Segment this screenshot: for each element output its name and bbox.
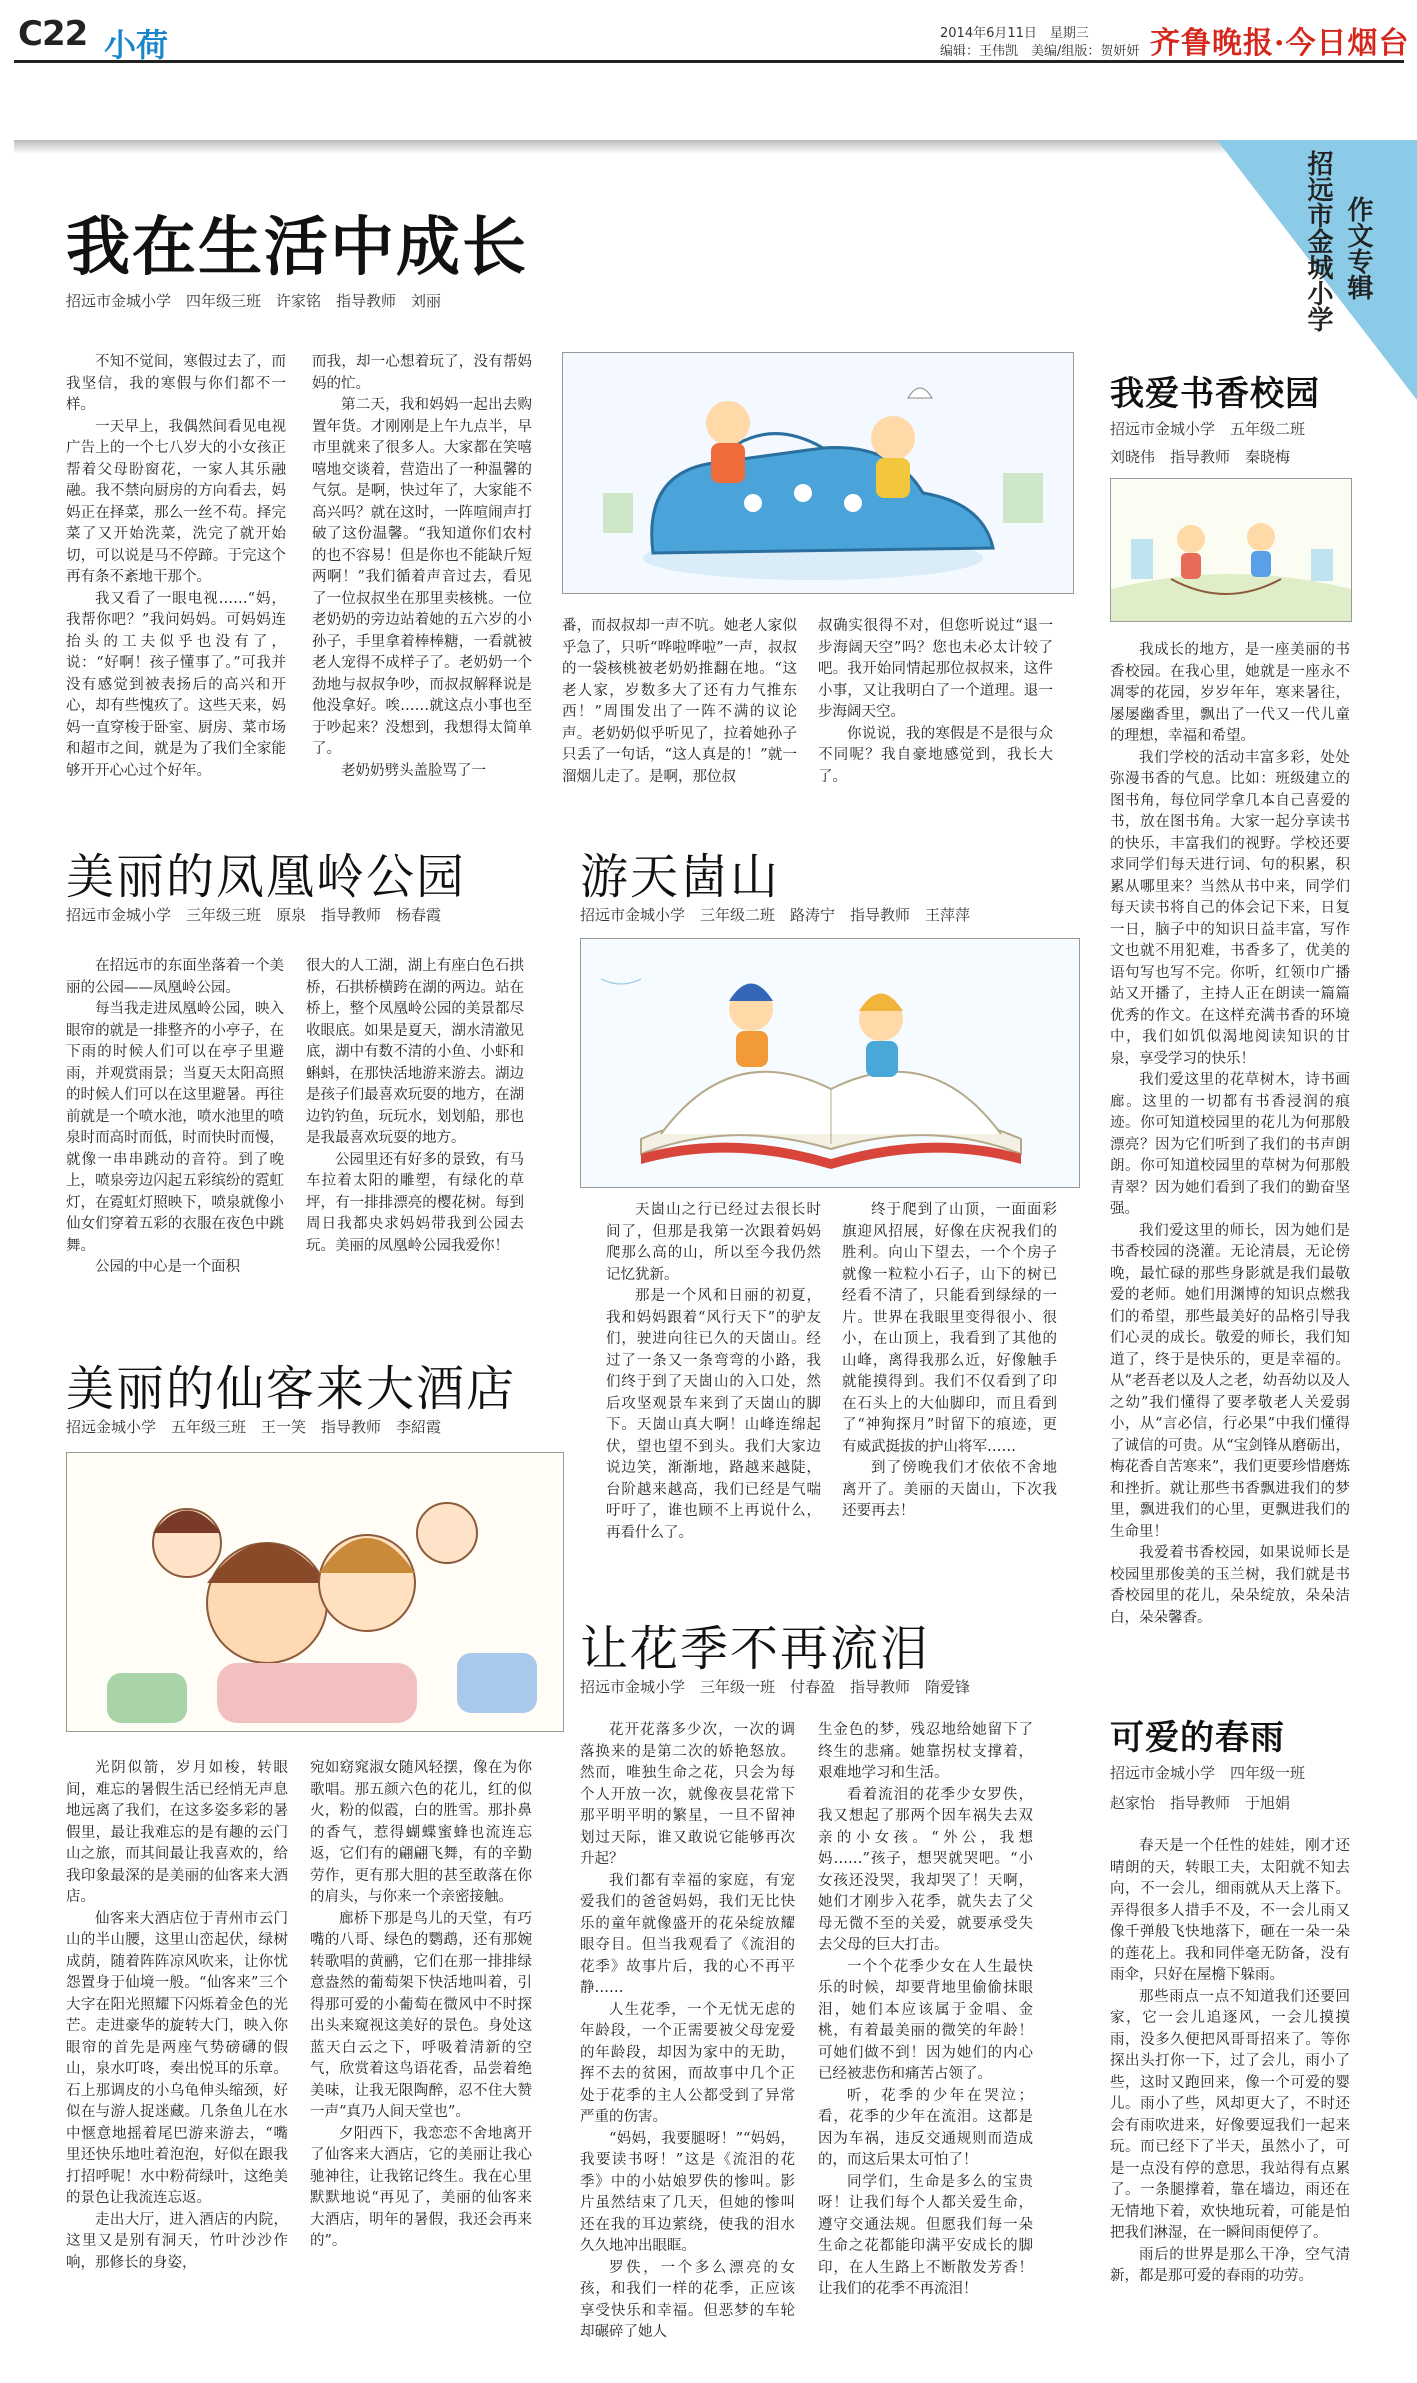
illustration-playground	[1110, 478, 1352, 622]
paragraph: 宛如窈窕淑女随风轻摆，像在为你歌唱。那五颜六色的花儿，红的似火，粉的似霞，白的胜雪。那扑鼻的香气，惹得蝴蝶蜜蜂也流连忘返，它们有的翩翩飞舞，有的辛勤劳作，更有那大胆的甚至敢落在你的肩头，与你来一个亲密接触。	[310, 1760, 532, 1905]
paragraph: 夕阳西下，我恋恋不舍地离开了仙客来大酒店，它的美丽让我心驰神往，让我铭记终生。我在心里默默地说“再见了，美丽的仙客来大酒店，明年的暑假，我还会再来的”。	[310, 2125, 532, 2249]
paragraph: 我们爱这里的师长，因为她们是书香校园的浇灌。无论清晨，无论傍晚，最忙碌的那些身影就是我们最敬爱的老师。她们用渊博的知识点燃我们的希望，那些最美好的品格引导我们心灵的成长。敬爱的师长，我们知道了，终于是快乐的，更是幸福的。从“老吾老以及人之老，幼吾幼以及人之幼”我们懂得了要孝敬老人关爱弱小，从“言必信，行必果”中我们懂得了诚信的可贵。从“宝剑锋从磨砺出，梅花香自苦寒来”，我们更要珍惜磨炼和挫折。就让那些书香飘进我们的梦里，飘进我们的心里，更飘进我们的生命里！	[1110, 1222, 1350, 1540]
illustration-family	[66, 1452, 564, 1732]
article-byline-book-campus-school: 招远市金城小学 五年级二班	[1110, 420, 1306, 438]
paragraph: 我们都有幸福的家庭，有宠爱我们的爸爸妈妈，我们无比快乐的童年就像盛开的花朵绽放耀眼夺目。但当我观看了《流泪的花季》故事片后，我的心不再平静……	[580, 1872, 795, 1996]
paragraph: 那是一个风和日丽的初夏，我和妈妈跟着“风行天下”的驴友们，驶进向往已久的天崮山。经过了一条又一条弯弯的小路，我们终于到了天崮山的入口处，然后攻坚观景车来到了天崮山的脚下。天崮山真大啊！山峰连绵起伏，望也望不到头。我们大家边说边笑，渐渐地，路越来越陡，台阶越来越高，我们已经是气喘吁吁了，谁也顾不上再说什么，再看什么了。	[606, 1288, 821, 1541]
section-name: 小荷	[104, 26, 169, 64]
paragraph: 廊桥下那是鸟儿的天堂，有巧嘴的八哥、绿色的鹦鹉，还有那婉转歌唱的黄鹂，它们在那一排排绿意盎然的葡萄架下快活地叫着，引得那可爱的小葡萄在微风中不时探出头来窥视这美好的景色。身处这蓝天白云之下，呼吸着清新的空气，欣赏着这鸟语花香，品尝着绝美味，让我无限陶醉，忍不住大赞一声“真乃人间天堂也”。	[310, 1910, 532, 2120]
paragraph: 一个个花季少女在人生最快乐的时候，却要背地里偷偷抹眼泪，她们本应该属于金唱、金桃，有着最美丽的微笑的年龄！可她们做不到！因为她们的内心已经被悲伤和痛苦占领了。	[818, 1958, 1033, 2082]
paragraph: 仙客来大酒店位于青州市云门山的半山腰，这里山峦起伏，绿树成荫，随着阵阵凉风吹来，让你忧怨置身于仙境一般。“仙客来”三个大字在阳光照耀下闪烁着金色的光芒。走进豪华的旋转大门，映入你眼帘的首先是两座气势磅礴的假山，泉水叮咚，奏出悦耳的乐章。石上那调皮的小乌龟伸头缩颈，好似在与游人捉迷藏。几条鱼儿在水中惬意地摇着尾巴游来游去，“嘴里还快乐地吐着泡泡，好似在跟我打招呼呢！水中粉荷绿叶，这绝美的景色让我流连忘返。	[66, 1910, 288, 2206]
corner-school: 招远市金城小学	[1303, 150, 1333, 332]
paragraph: 一天早上，我偶然间看见电视广告上的一个七八岁大的小女孩正帮着父母盼窗花，一家人其乐融融。我不禁向厨房的方向看去，妈妈正在择菜，那么一丝不苟。择完菜了又开始洗菜，洗完了就开始切，可以说是马不停蹄。于完这个再有条不紊地干那个。	[66, 418, 286, 585]
paragraph: 走出大厅，进入酒店的内院，这里又是别有洞天，竹叶沙沙作响，那修长的身姿，	[66, 2211, 288, 2271]
article-title-hotel: 美丽的仙客来大酒店	[66, 1361, 517, 1417]
paragraph: 同学们，生命是多么的宝贵呀！让我们每个人都关爱生命，遵守交通法规。但愿我们每一朵生命之花都能印满平安成长的脚印，在人生路上不断散发芳香！让我们的花季不再流泪！	[818, 2173, 1033, 2297]
article-body-hotel-col2	[310, 1758, 532, 2368]
flying-book-icon	[581, 939, 1079, 1187]
paragraph: “妈妈，我要腿呀！”“妈妈，我要读书呀！”这是《流泪的花季》中的小姑娘罗佚的惨叫。影片虽然结束了几天，但她的惨叫还在我的耳边萦绕，使我的泪水久久地冲出眼眶。	[580, 2130, 795, 2254]
article-body-growth-col3	[562, 616, 797, 806]
article-byline-hotel: 招远金城小学 五年级三班 王一笑 指导教师 李紹霞	[66, 1418, 442, 1436]
article-byline-tiangu: 招远市金城小学 三年级二班 路涛宁 指导教师 王萍萍	[580, 906, 971, 924]
paragraph: 我们学校的活动丰富多彩，处处弥漫书香的气息。比如：班级建立的图书角，每位同学拿几本自己喜爱的书，放在图书角。大家一起分享读书的快乐，丰富我们的视野。学校还要求同学们每天进行词、句的积累，积累从哪里来？当然从书中来，同学们每天读书将自己的体会记下来，日复一日，脑子中的知识日益丰富，写作文也就不用犯难，书香多了，优美的语句写也写不完。你听，红领巾广播站又开播了，主持人正在朗读一篇篇优秀的作文。在这样充满书香的环境中，我们如饥似渴地阅读知识的甘泉，享受学习的快乐！	[1110, 749, 1350, 1067]
article-title-spring-rain: 可爱的春雨	[1110, 1718, 1285, 1758]
playground-icon	[1111, 479, 1351, 621]
paragraph: 番，而叔叔却一声不吭。她老人家似乎急了，只听“哗啦哗啦”一声，叔叔的一袋核桃被老奶奶推翻在地。“这老人家，岁数多大了还有力气推东西！”周围发出了一阵不满的议论声。老奶奶似乎听见了，拉着她孙子只丢了一句话，“这人真是的！”就一溜烟儿走了。是啊，那位叔	[562, 618, 797, 785]
article-body-book-campus	[1110, 640, 1350, 1625]
paragraph: 我成长的地方，是一座美丽的书香校园。在我心里，她就是一座永不凋零的花园，岁岁年年，寒来暑往，屡屡幽香里，飘出了一代又一代儿童的理想，幸福和希望。	[1110, 642, 1350, 744]
article-body-growth-col2	[312, 352, 532, 800]
article-title-growth: 我在生活中成长	[66, 211, 528, 285]
newspaper-brand: 齐鲁晚报·今日烟台	[1150, 26, 1410, 61]
paragraph: 生金色的梦，残忍地给她留下了终生的悲痛。她靠拐杖支撑着，艰难地学习和生活。	[818, 1722, 1033, 1781]
paragraph: 我们爱这里的花草树木，诗书画廊。这里的一切都有书香浸润的痕迹。你可知道校园里的花儿为何那般漂亮？因为它们听到了我们的书声朗朗。你可知道校园里的草树为何那般青翠？因为她们看到了我们的勤奋坚强。	[1110, 1072, 1350, 1217]
paragraph: 那些雨点一点不知道我们还要回家，它一会儿追逐风，一会儿摸摸雨，没多久便把风哥哥招来了。等你探出头打你一下，过了会儿，雨小了些，这时又跑回来，像一个可爱的婴儿。雨小了些，风却更大了，不时还会有雨吹进来，好像要逗我们一起来玩。而已经下了半天，虽然小了，可是一点没有停的意思，我站得有点累了。一条腿撑着，靠在墙边，雨还在无情地下着，欢快地玩着，可能是怕把我们淋湿，在一瞬间雨便停了。	[1110, 1988, 1350, 2241]
paragraph: 罗佚，一个多么漂亮的女孩，和我们一样的花季，正应该享受快乐和幸福。但恶梦的车轮却碾碎了她人	[580, 2259, 795, 2340]
paragraph: 人生花季，一个无忧无虑的年龄段，一个正需要被父母宠爱的年龄段，却因为家中的无助，挥不去的贫困，而故事中几个正处于花季的主人公都受到了异常严重的伤害。	[580, 2001, 795, 2125]
article-byline-spring-rain-school: 招远市金城小学 四年级一班	[1110, 1764, 1306, 1782]
article-title-book-campus: 我爱书香校园	[1110, 374, 1320, 414]
paragraph: 花开花落多少次，一次的调落换来的是第二次的娇艳怒放。然而，唯独生命之花，只会为每个人开放一次，就像夜昙花常下那平明平明的繁星，一旦不留神划过天际，谁又敢说它能够再次升起？	[580, 1722, 795, 1867]
paragraph: 每当我走进凤凰岭公园，映入眼帘的就是一排整齐的小亭子，在下雨的时候人们可以在亭子里避雨，并观赏雨景；当夏天太阳高照的时候人们可以在这里避暑。再往前就是一个喷水池，喷水池里的喷泉时而高时而低，时而快时而慢，就像一串串跳动的音符。到了晚上，喷泉旁边闪起五彩缤纷的霓虹灯，在霓虹灯照映下，喷泉就像小仙女们穿着五彩的衣服在夜色中跳舞。	[66, 1001, 284, 1254]
illustration-kids-shoe	[562, 352, 1074, 594]
paragraph: 不知不觉间，寒假过去了，而我坚信，我的寒假与你们都不一样。	[66, 354, 286, 413]
paragraph: 公园里还有好多的景致，有马车拉着太阳的雕塑，有绿化的草坪，有一排排漂亮的樱花树。每到周日我都央求妈妈带我到公园去玩。美丽的凤凰岭公园我爱你！	[306, 1151, 524, 1254]
article-byline-flower-season: 招远市金城小学 三年级一班 付春盈 指导教师 隋爱锋	[580, 1678, 971, 1696]
paragraph: 天崮山之行已经过去很长时间了，但那是我第一次跟着妈妈爬那么高的山，所以至今我仍然记忆犹新。	[606, 1202, 821, 1283]
article-byline-growth: 招远市金城小学 四年级三班 许家铭 指导教师 刘丽	[66, 292, 442, 310]
issue-date: 2014年6月11日 星期三	[940, 26, 1089, 41]
article-body-phoenix-col1	[66, 956, 284, 1406]
paragraph: 很大的人工湖，湖上有座白色石拱桥，石拱桥横跨在湖的两边。站在桥上，整个凤凰岭公园的美景都尽收眼底。如果是夏天，湖水清澈见底，湖中有数不清的小鱼、小虾和蝌蚪，在那快活地游来游去。湖边是孩子们最喜欢玩耍的地方，在湖边钓钓鱼，玩玩水，划划船，那也是我最喜欢玩耍的地方。	[306, 958, 524, 1146]
article-body-phoenix-col2	[306, 956, 524, 1406]
paragraph: 老奶奶劈头盖脸骂了一	[341, 762, 486, 779]
kids-shoe-icon	[563, 353, 1073, 593]
paragraph: 看着流泪的花季少女罗佚，我又想起了那两个因车祸失去双亲的小女孩。“外公，我想妈……”孩子，想哭就哭吧。“小女孩还没哭，我却哭了！天啊，她们才刚步入花季，就失去了父母无微不至的关爱，就要承受失去父母的巨大打击。	[818, 1786, 1033, 1953]
paragraph: 听，花季的少年在哭泣；看，花季的少年在流泪。这都是因为车祸，违反交通规则而造成的，而这后果太可怕了！	[818, 2087, 1033, 2168]
corner-collection: 作文专辑	[1343, 196, 1373, 300]
illustration-book-kids	[580, 938, 1080, 1188]
paragraph: 到了傍晚我们才依依不舍地离开了。美丽的天崮山，下次我还要再去！	[842, 1460, 1057, 1519]
paragraph: 光阴似箭，岁月如梭，转眼间，难忘的暑假生活已经悄无声息地远离了我们，在这多姿多彩的暑假里，最让我难忘的是有趣的云门山之旅，而其间最让我喜欢的，给我印象最深的是美丽的仙客来大酒店。	[66, 1760, 288, 1905]
paragraph: 公园的中心是一个面积	[95, 1259, 240, 1275]
family-icon	[67, 1453, 563, 1731]
article-byline-spring-rain-author: 赵家怡 指导教师 于旭娟	[1110, 1794, 1291, 1812]
article-byline-book-campus-author: 刘晓伟 指导教师 秦晓梅	[1110, 448, 1291, 466]
article-body-flower-col1	[580, 1720, 795, 2370]
shadow-band	[14, 140, 1404, 154]
paragraph: 终于爬到了山顶，一面面彩旗迎风招展，好像在庆祝我们的胜利。向山下望去，一个个房子就像一粒粒小石子，山下的树已经看不清了，只能看到绿绿的一片。世界在我眼里变得很小、很小，在山顶上，我看到了其他的山峰，离得我那么近，好像触手就能摸得到。我们不仅看到了印在石头上的大仙脚印，而且看到了“神狗探月”时留下的痕迹，更有威武挺拔的护山将军……	[842, 1202, 1057, 1455]
paragraph: 我又看了一眼电视……“妈，我帮你吧？”我问妈妈。可妈妈连抬头的工夫似乎也没有了，说：“好啊！孩子懂事了。”可我并没有感觉到被表扬后的高兴和开心，却有些愧疚了。这些天来，妈妈一直穿梭于卧室、厨房、菜市场和超市之间，就是为了我们全家能够开开心心过个好年。	[66, 590, 286, 779]
paragraph: 春天是一个任性的娃娃，刚才还晴朗的天，转眼工夫，太阳就不知去向，不一会儿，细雨就从天上落下。弄得很多人措手不及，不一会儿雨又像千弹般飞快地落下，砸在一朵一朵的莲花上。我和同伴毫无防备，没有雨伞，只好在屋檐下躲雨。	[1110, 1838, 1350, 1983]
paragraph: 雨后的世界是那么干净，空气清新，都是那可爱的春雨的功劳。	[1110, 2246, 1350, 2284]
article-body-spring-rain	[1110, 1836, 1350, 2368]
corner-label	[1217, 140, 1417, 400]
article-body-flower-col2	[818, 1720, 1033, 2370]
article-title-phoenix-park: 美丽的凤凰岭公园	[66, 849, 467, 905]
paragraph: 我爱着书香校园，如果说师长是校园里那俊美的玉兰树，我们就是书香校园里的花儿，朵朵绽放，朵朵洁白，朵朵馨香。	[1110, 1545, 1350, 1625]
article-body-growth-col1	[66, 352, 286, 800]
paragraph: 在招远市的东面坐落着一个美丽的公园——凤凰岭公园。	[66, 958, 284, 996]
page-number: C22	[18, 14, 88, 54]
paragraph: 而我，却一心想着玩了，没有帮妈妈的忙。	[312, 354, 532, 392]
article-title-tiangu: 游天崮山	[580, 849, 781, 905]
paragraph: 第二天，我和妈妈一起出去购置年货。才刚刚是上午九点半，早市里就来了很多人。大家都在笑嘻嘻地交谈着，营造出了一种温馨的气氛。是啊，快过年了，大家能不高兴吗？就在这时，一阵喧闹声打破了这份温馨。“我知道你们农村的也不容易！但是你也不能缺斤短两啊！”我们循着声音过去，看见了一位叔叔坐在那里卖核桃。一位老奶奶的旁边站着她的五六岁的小孙子，手里拿着棒棒糖，一看就被老人宠得不成样子了。老奶奶一个劲地与叔叔争吵，而叔叔解释说是他没拿好。唉……就这点小事也至于吵起来？没想到，我想得太简单了。	[312, 397, 532, 757]
paragraph: 你说说，我的寒假是不是很与众不同呢？我自豪地感觉到，我长大了。	[818, 725, 1053, 785]
article-byline-phoenix-park: 招远市金城小学 三年级三班 原泉 指导教师 杨春霞	[66, 906, 442, 924]
paragraph: 叔确实很得不对，但您听说过“退一步海阔天空”吗？您也未必太计较了吧。我开始同情起那位叔叔来，这件小事，又让我明白了一个道理。退一步海阔天空。	[818, 618, 1053, 720]
header-divider	[14, 60, 1404, 63]
article-body-tiangu-col1	[606, 1200, 821, 1590]
article-body-tiangu-col2	[842, 1200, 1057, 1590]
article-body-hotel-col1	[66, 1758, 288, 2368]
editors-credit: 编辑：王伟凯 美编/组版：贺妍妍	[940, 44, 1140, 59]
article-body-growth-col4	[818, 616, 1053, 806]
article-title-flower-season: 让花季不再流泪	[580, 1621, 931, 1677]
